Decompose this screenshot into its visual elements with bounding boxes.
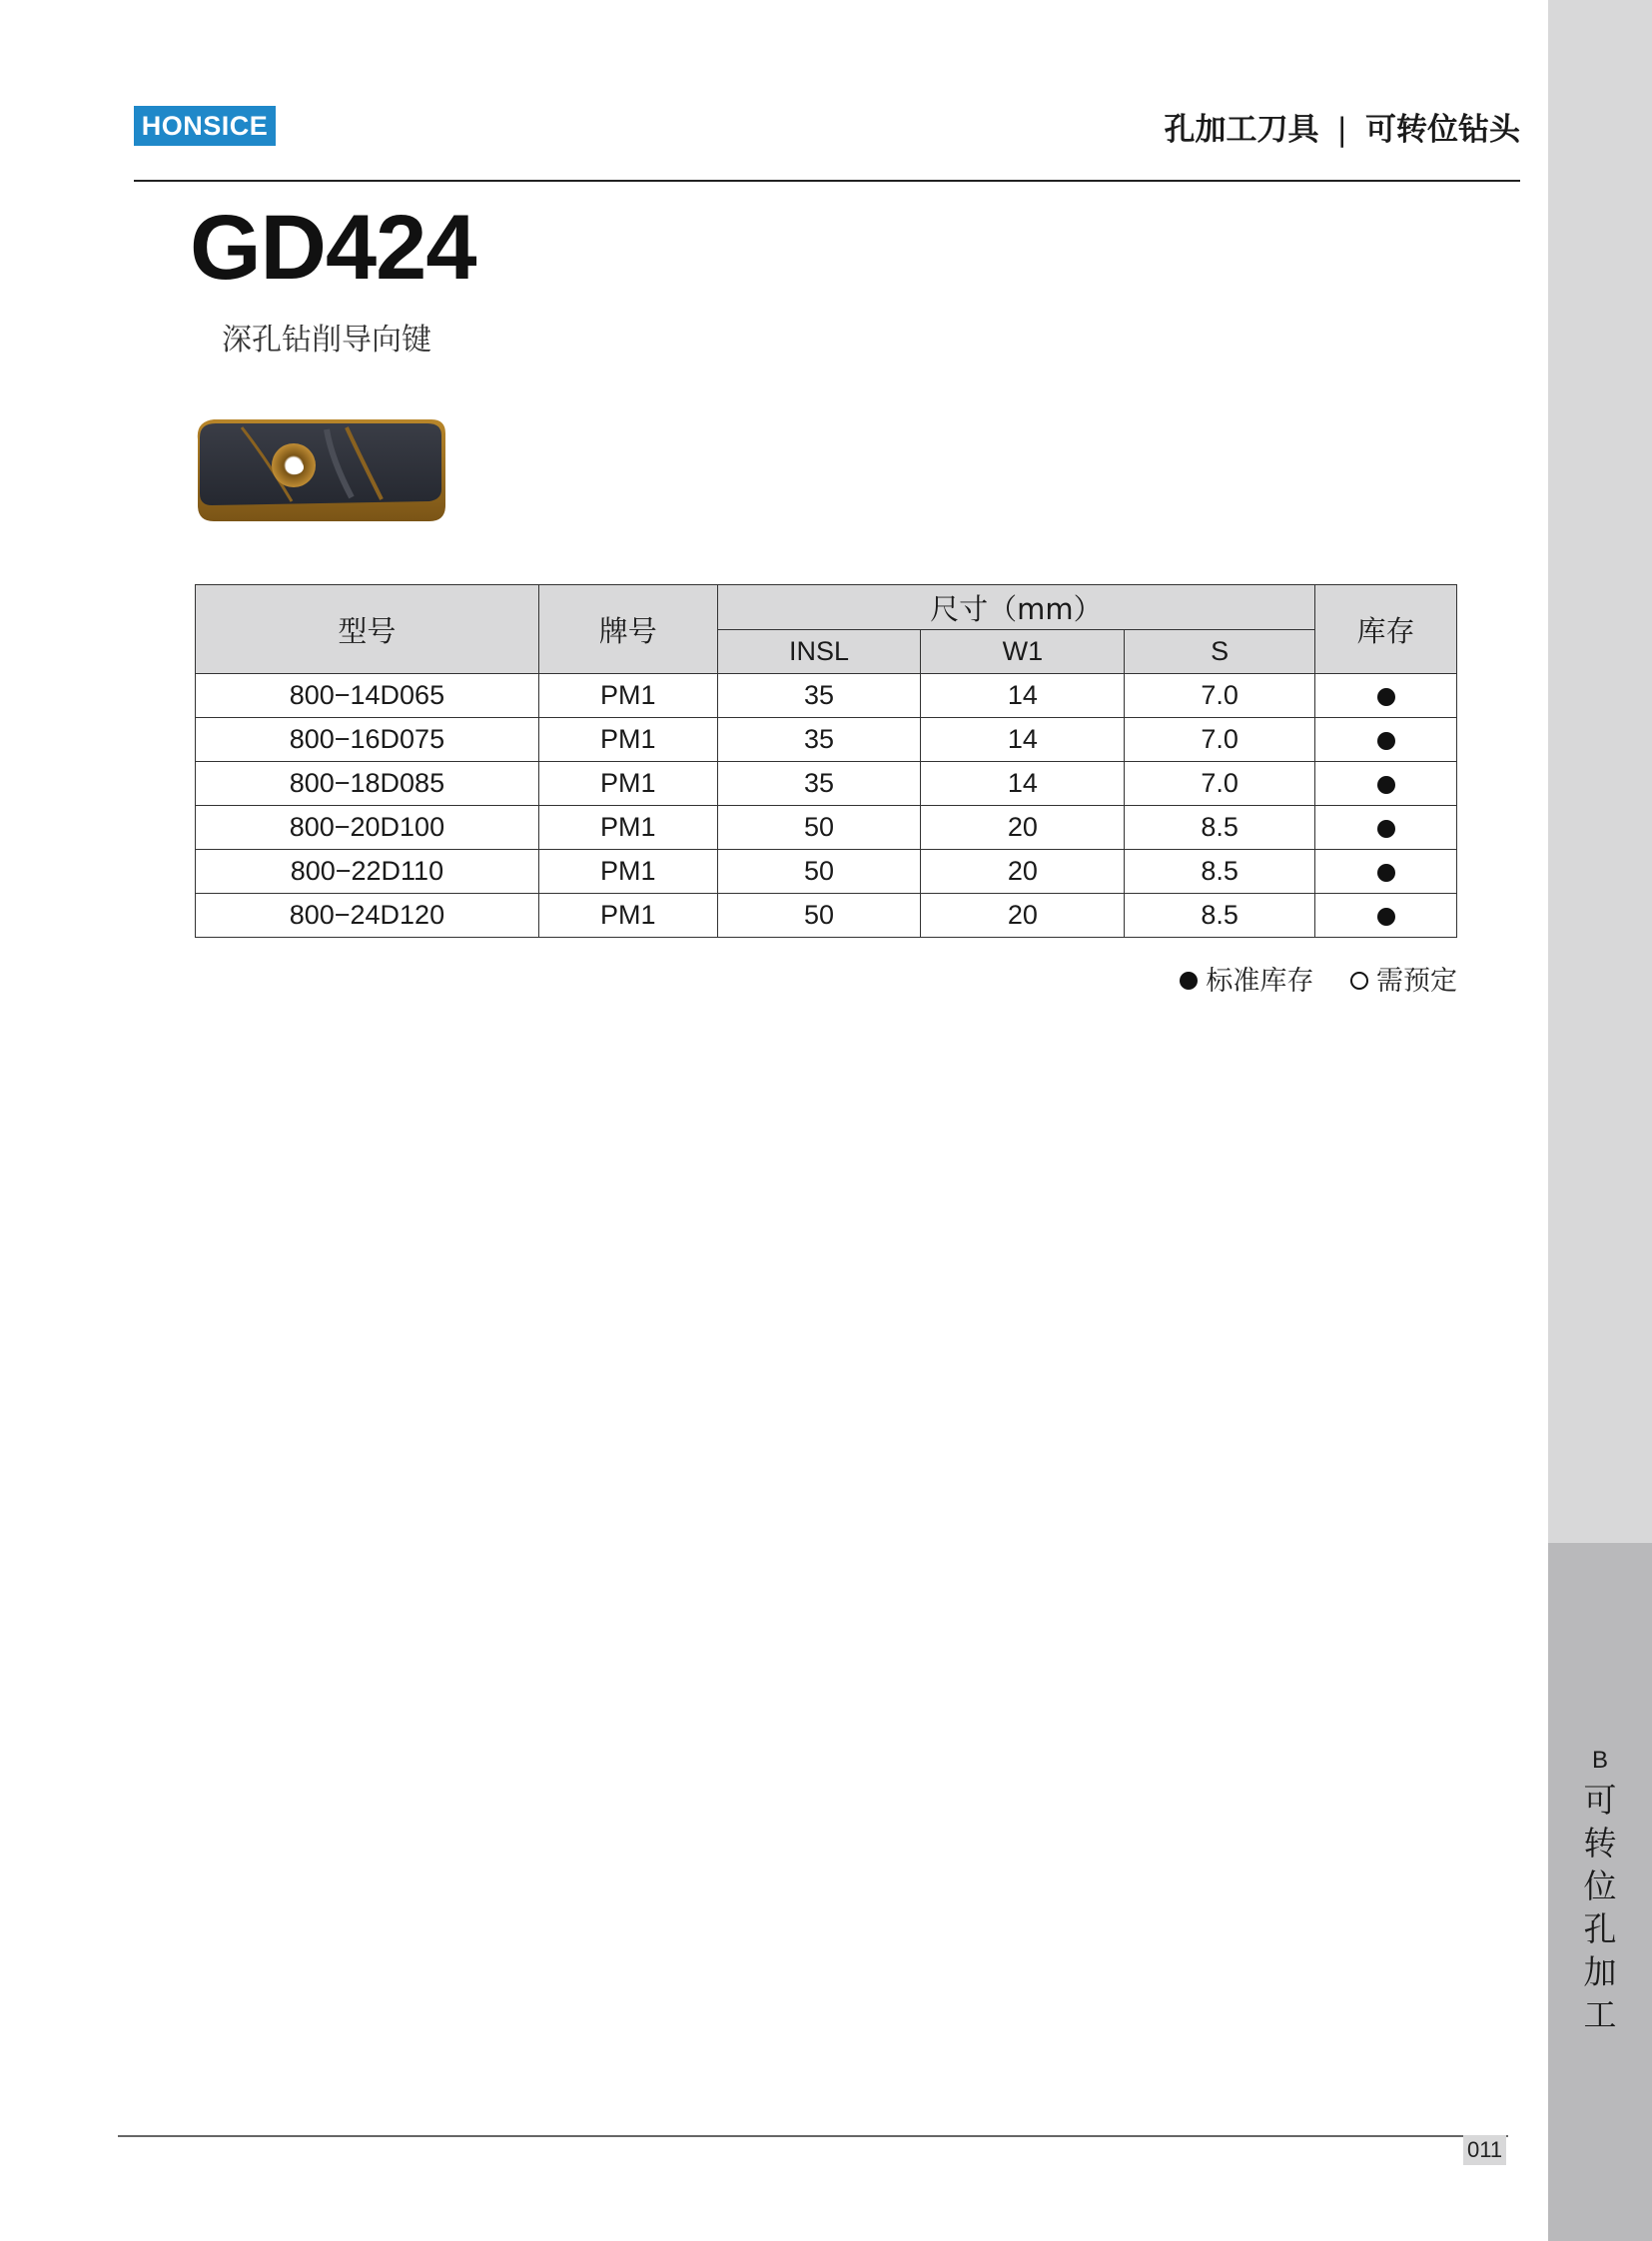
header-category: 孔加工刀具 — [1164, 112, 1319, 148]
cell-insl: 50 — [717, 850, 921, 894]
cell-insl: 50 — [717, 894, 921, 938]
table-row — [196, 894, 1457, 938]
column-header-dimensions: 尺寸（mm） — [717, 585, 1314, 630]
cell-model: 800−20D100 — [196, 806, 539, 850]
cell-grade: PM1 — [538, 894, 717, 938]
cell-s: 8.5 — [1125, 894, 1315, 938]
cell-s: 8.5 — [1125, 806, 1315, 850]
column-header-stock: 库存 — [1315, 585, 1457, 674]
table-row — [196, 762, 1457, 806]
cell-grade: PM1 — [538, 806, 717, 850]
page-header-category — [1165, 104, 1520, 149]
cell-insl: 35 — [717, 762, 921, 806]
cell-model: 800−16D075 — [196, 718, 539, 762]
product-model-title: GD424 — [190, 197, 476, 299]
product-image — [192, 409, 451, 529]
standard-stock-dot-icon — [1377, 908, 1395, 926]
cell-stock — [1315, 850, 1457, 894]
cell-stock — [1315, 674, 1457, 718]
product-description: 深孔钻削导向键 — [222, 323, 431, 358]
cell-insl: 50 — [717, 806, 921, 850]
specification-table — [195, 584, 1457, 938]
open-dot-icon — [1350, 972, 1368, 990]
footer-divider — [118, 2135, 1508, 2137]
cell-insl: 35 — [717, 674, 921, 718]
cell-s: 7.0 — [1125, 762, 1315, 806]
standard-stock-dot-icon — [1377, 864, 1395, 882]
legend-standard-label: 标准库存 — [1206, 966, 1314, 997]
table-row — [196, 850, 1457, 894]
legend-order — [1350, 959, 1457, 998]
standard-stock-dot-icon — [1377, 776, 1395, 794]
cell-stock — [1315, 806, 1457, 850]
stock-legend — [1152, 959, 1457, 998]
side-tab-char: 位 — [1583, 1868, 1617, 1904]
cell-stock — [1315, 894, 1457, 938]
table-row — [196, 674, 1457, 718]
side-tab-char: 孔 — [1583, 1910, 1617, 1947]
column-header-s: S — [1125, 630, 1315, 674]
side-tab-char: 加 — [1583, 1953, 1617, 1990]
column-header-model: 型号 — [196, 585, 539, 674]
cell-model: 800−14D065 — [196, 674, 539, 718]
cell-s: 7.0 — [1125, 718, 1315, 762]
side-tab-letter: B — [1591, 1747, 1608, 1774]
header-divider — [134, 180, 1520, 182]
cell-w1: 20 — [921, 894, 1125, 938]
cell-model: 800−24D120 — [196, 894, 539, 938]
column-header-grade: 牌号 — [538, 585, 717, 674]
cell-grade: PM1 — [538, 674, 717, 718]
cell-w1: 14 — [921, 718, 1125, 762]
cell-grade: PM1 — [538, 762, 717, 806]
cell-w1: 20 — [921, 806, 1125, 850]
column-header-w1: W1 — [921, 630, 1125, 674]
page-number: 011 — [1463, 2135, 1506, 2165]
side-tab-char: 转 — [1583, 1825, 1617, 1862]
cell-w1: 14 — [921, 674, 1125, 718]
cell-stock — [1315, 718, 1457, 762]
table-row — [196, 718, 1457, 762]
side-tab-char: 可 — [1583, 1782, 1617, 1819]
cell-s: 8.5 — [1125, 850, 1315, 894]
header-subcategory: 可转位钻头 — [1365, 112, 1520, 148]
brand-logo: HONSICE — [134, 106, 276, 146]
side-tab-label — [1548, 1743, 1652, 2036]
cell-model: 800−22D110 — [196, 850, 539, 894]
side-tab-char: 工 — [1583, 1996, 1617, 2033]
cell-insl: 35 — [717, 718, 921, 762]
filled-dot-icon — [1180, 972, 1198, 990]
side-band-top — [1548, 0, 1652, 1543]
legend-standard — [1180, 959, 1313, 998]
cell-grade: PM1 — [538, 850, 717, 894]
cell-grade: PM1 — [538, 718, 717, 762]
header-separator: | — [1336, 112, 1347, 148]
cell-model: 800−18D085 — [196, 762, 539, 806]
standard-stock-dot-icon — [1377, 688, 1395, 706]
standard-stock-dot-icon — [1377, 820, 1395, 838]
legend-order-label: 需预定 — [1376, 966, 1457, 997]
column-header-insl: INSL — [717, 630, 921, 674]
table-row — [196, 806, 1457, 850]
cell-w1: 20 — [921, 850, 1125, 894]
cell-s: 7.0 — [1125, 674, 1315, 718]
cell-w1: 14 — [921, 762, 1125, 806]
standard-stock-dot-icon — [1377, 732, 1395, 750]
cell-stock — [1315, 762, 1457, 806]
